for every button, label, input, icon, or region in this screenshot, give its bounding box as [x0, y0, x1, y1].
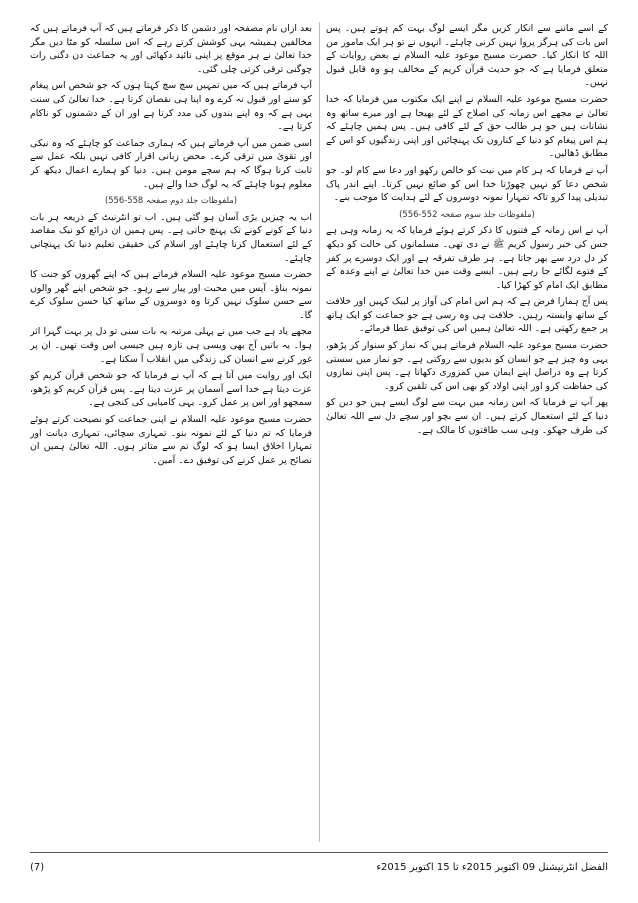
citation: (ملفوظات جلد دوم صفحہ 558-556) — [104, 195, 238, 206]
paragraph: بعد ازاں نام مصفحہ اور دشمن کا ذکر فرماتے ہیں کہ آپ فرماتے ہیں کہ مخالفین ہمیشہ یہی کوشش کرتے رہے کہ اس سلسلہ کو مٹا دیں مگر خدا تعالیٰ نے ہر موقع پر اپنی تائید دکھائی اور یہ جماعت دن دگنی رات چوگنی ترقی کرتی چلی گئی۔ — [30, 23, 312, 75]
paragraph: اب یہ چیزیں بڑی آسان ہو گئی ہیں۔ اب تو انٹرنیٹ کے ذریعہ ہر بات دنیا کے کونے کونے تک پہنچ جاتی ہے۔ پس ہمیں ان ذرائع کو نیک مقاصد کے لئے استعمال کرنا چاہئے اور اسلام کی حقیقی تعلیم دنیا تک پہنچانی چاہئے۔ — [30, 211, 312, 264]
paragraph: آپ فرماتے ہیں کہ میں تمہیں سچ سچ کہتا ہوں کہ جو شخص اس پیغام کو سنے اور قبول نہ کرے وہ اپنا ہی نقصان کرتا ہے۔ خدا تعالیٰ کی سنت یہی ہے کہ وہ اپنے بندوں کی مدد کرتا ہے اور ان کے دشمنوں کو ناکام کرتا ہے۔ — [30, 80, 312, 133]
paragraph: اسی ضمن میں آپ فرماتے ہیں کہ ہماری جماعت کو چاہئے کہ وہ نیکی اور تقویٰ میں ترقی کرے۔ محض زبانی اقرار کافی نہیں بلکہ عمل سے ثابت کرنا ہوگا کہ ہم سچے مومن ہیں۔ دنیا کو ہمارے اعمال دیکھ کر معلوم ہونا چاہئے کہ یہ لوگ خدا والے ہیں۔ — [30, 137, 312, 190]
paragraph: حضرت مسیح موعود علیہ السلام فرماتے ہیں کہ نماز کو سنوار کر پڑھو، یہی وہ چیز ہے جو انسان کو بدیوں سے روکتی ہے۔ جو نماز میں سستی کرتا ہے وہ دراصل اپنے ایمان میں کمزوری دکھاتا ہے۔ پس اپنی نمازوں کی حفاظت کرو اور اپنی اولاد کو بھی اس کی تلقین کرو۔ — [326, 340, 608, 392]
paragraph: پھر آپ نے فرمایا کہ اس زمانہ میں بہت سے لوگ ایسے ہیں جو دین کو دنیا کے لئے استعمال کرتے ہیں۔ ان سے بچو اور سچے دل سے اللہ تعالیٰ کی طرف جھکو۔ وہی سب طاقتوں کا مالک ہے۔ — [326, 397, 608, 436]
paragraph: ایک اور روایت میں آتا ہے کہ آپ نے فرمایا کہ جو شخص قرآن کریم کو عزت دیتا ہے خدا اسے آسمان پر عزت دیتا ہے۔ پس قرآن کریم کو پڑھو، سمجھو اور اس پر عمل کرو۔ یہی کامیابی کی کنجی ہے۔ — [30, 370, 312, 409]
column-divider — [319, 22, 320, 842]
paragraph: حضرت مسیح موعود علیہ السلام نے اپنے ایک مکتوب میں فرمایا کہ خدا تعالیٰ نے مجھے اس زمانہ کی اصلاح کے لئے بھیجا ہے اور میرے ساتھ وہ نشانات ہیں جو ہر طالب حق کے لئے کافی ہیں۔ پس ہمیں چاہئے کہ ہم اس پیغام کو دنیا کے کناروں تک پہنچائیں اور اپنی زندگیوں کو اس کے مطابق ڈھالیں۔ — [326, 93, 608, 160]
citation: (ملفوظات جلد سوم صفحہ 552-556) — [399, 208, 535, 219]
page-number: (7) — [30, 861, 45, 873]
right-column — [326, 22, 608, 842]
paragraph: حضرت مسیح موعود علیہ السلام نے اپنی جماعت کو نصیحت کرتے ہوئے فرمایا کہ تم دنیا کے لئے نمونہ بنو۔ تمہاری سچائی، تمہاری دیانت اور تمہارا اخلاق ایسا ہو کہ لوگ تم سے متاثر ہوں۔ اللہ تعالیٰ ہمیں ان نصائح پر عمل کرنے کی توفیق دے۔ آمین۔ — [30, 414, 312, 466]
footer-rule — [30, 852, 608, 853]
left-column — [30, 22, 312, 842]
paragraph: حضرت مسیح موعود علیہ السلام فرماتے ہیں کہ اپنے گھروں کو جنت کا نمونہ بناؤ۔ آپس میں محبت اور پیار سے رہو۔ جو شخص اپنے گھر والوں سے حسن سلوک نہیں کرتا وہ دوسروں کے ساتھ کیا حسن سلوک کرے گا۔ — [30, 269, 312, 321]
paragraph: آپ نے اس زمانہ کے فتنوں کا ذکر کرتے ہوئے فرمایا کہ یہ زمانہ وہی ہے جس کی خبر رسول کریم ﷺ نے دی تھی۔ مسلمانوں کی حالت کو دیکھ کر دل درد سے بھر جاتا ہے۔ ہر طرف تفرقہ ہے اور ایک دوسرے پر کفر کے فتوے لگائے جا رہے ہیں۔ ایسے وقت میں خدا تعالیٰ نے اپنے وعدہ کے مطابق ایک امام کو کھڑا کیا۔ — [326, 225, 608, 291]
footer-title: الفضل انٹرنیشنل 09 اکتوبر 2015ء تا 15 اکتوبر 2015ء — [376, 861, 608, 873]
page-footer — [30, 858, 608, 876]
paragraph: مجھے یاد ہے جب میں نے پہلی مرتبہ یہ بات سنی تو دل پر بہت گہرا اثر ہوا۔ یہ باتیں آج بھی ویسی ہی تازہ ہیں جیسی اس وقت تھیں۔ ان پر غور کرنے سے انسان کی زندگی میں انقلاب آ سکتا ہے۔ — [30, 326, 312, 365]
paragraph: کے اسے ماننے سے انکار کریں مگر ایسے لوگ بہت کم ہوتے ہیں۔ پس اس بات کی ہرگز پروا نہیں کرنی چاہئے۔ انہوں نے تو ہر ایک مامور من اللہ کا انکار کیا۔ حضرت مسیح موعود علیہ السلام نے بعض روایات کے متعلق فرمایا ہے کہ جو حدیث قرآن کریم کے مخالف ہو وہ قابل قبول نہیں۔ — [326, 23, 608, 89]
paragraph: پس آج ہمارا فرض ہے کہ ہم اس امام کی آواز پر لبیک کہیں اور خلافت کے ساتھ وابستہ رہیں۔ خلافت ہی وہ رسی ہے جو جماعت کو ایک ہاتھ پر جمع رکھتی ہے۔ اللہ تعالیٰ ہمیں اس کی توفیق عطا فرمائے۔ — [326, 296, 608, 335]
paragraph: آپ نے فرمایا کہ ہر کام میں نیت کو خالص رکھو اور دعا سے کام لو۔ جو شخص دعا کو نہیں چھوڑتا خدا اس کو ضائع نہیں کرتا۔ اپنے اندر پاک تبدیلی پیدا کرو تاکہ تمہارا نمونہ دوسروں کے لئے ہدایت کا موجب بنے۔ — [326, 164, 608, 204]
